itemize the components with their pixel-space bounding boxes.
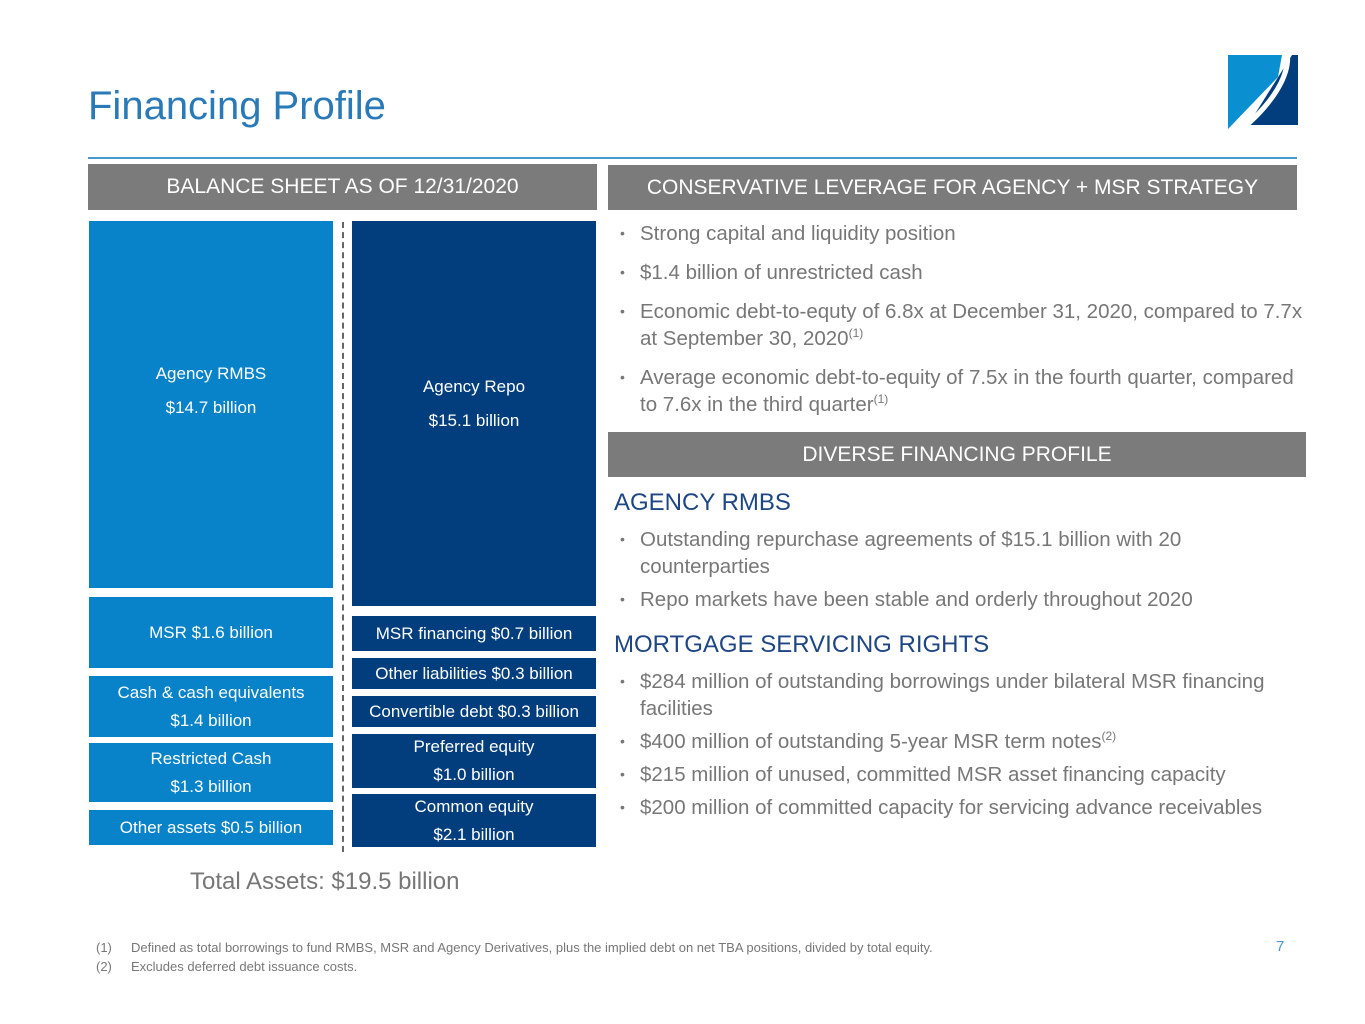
asset-other	[89, 810, 333, 845]
asset-msr	[89, 597, 333, 668]
agency-bullet: • Outstanding repurchase agreements of $15.1 billion with 20 counterparties	[608, 526, 1298, 580]
title-rule	[88, 157, 1297, 159]
liability-label: Agency Repo	[422, 376, 526, 396]
footnote-2: (2) Excludes deferred debt issuance costs.	[96, 959, 358, 974]
footnote-1: (1) Defined as total borrowings to fund RMBS, MSR and Agency Derivatives, plus the implied debt on net TBA positions, divided by total equity.	[96, 940, 933, 955]
liability-label: Other liabilities $0.3 billion	[375, 663, 573, 683]
company-logo-icon	[1228, 55, 1298, 129]
footnote-ref: (1)	[873, 392, 889, 407]
asset-value: $1.3 billion	[170, 776, 252, 796]
equity-preferred	[352, 734, 596, 788]
footnote-ref: (1)	[848, 326, 864, 341]
asset-cash	[89, 676, 333, 737]
footnote-ref: (2)	[1101, 729, 1117, 744]
msr-bullet: • $215 million of unused, committed MSR asset financing capacity	[608, 761, 1308, 788]
liability-value: $2.1 billion	[433, 824, 515, 844]
msr-bullet: • $284 million of outstanding borrowings under bilateral MSR financing facilities	[608, 668, 1308, 722]
asset-value: $14.7 billion	[165, 397, 257, 417]
liability-value: $1.0 billion	[433, 765, 515, 784]
liability-label: MSR financing $0.7 billion	[375, 623, 573, 643]
balance-sheet-header: BALANCE SHEET AS OF 12/31/2020	[88, 164, 597, 210]
liability-label: Common equity	[414, 796, 534, 816]
equity-common	[352, 794, 596, 847]
asset-agency-rmbs	[89, 221, 333, 588]
leverage-header: CONSERVATIVE LEVERAGE FOR AGENCY + MSR STRATEGY	[608, 165, 1297, 210]
total-assets: Total Assets: $19.5 billion	[190, 868, 460, 895]
agency-bullets	[608, 526, 1298, 613]
agency-rmbs-subheading: AGENCY RMBS	[614, 489, 791, 516]
page-title: Financing Profile	[88, 84, 386, 128]
liability-label: Preferred equity	[413, 737, 535, 756]
asset-restricted-cash	[89, 743, 333, 802]
leverage-bullets	[608, 220, 1308, 418]
msr-subheading: MORTGAGE SERVICING RIGHTS	[614, 631, 990, 658]
leverage-bullet: • Average economic debt-to-equity of 7.5x in the fourth quarter, compared to 7.6x in the third quarter$^{(1)}$	[608, 364, 1308, 418]
liability-convertible-debt	[352, 696, 596, 727]
msr-bullet: • $200 million of committed capacity for servicing advance receivables	[608, 794, 1308, 821]
asset-label: MSR $1.6 billion	[149, 622, 273, 642]
liability-other	[352, 658, 596, 689]
leverage-bullet: • $1.4 billion of unrestricted cash	[608, 259, 1308, 286]
msr-bullets	[608, 668, 1308, 821]
balance-divider	[342, 222, 344, 852]
asset-label: Agency RMBS	[155, 363, 267, 383]
asset-label: Other assets $0.5 billion	[119, 817, 303, 837]
leverage-bullet: • Strong capital and liquidity position	[608, 220, 1308, 247]
liability-msr-financing	[352, 616, 596, 651]
liability-label: Convertible debt $0.3 billion	[369, 701, 579, 721]
financing-header: DIVERSE FINANCING PROFILE	[608, 432, 1306, 477]
asset-label: Cash & cash equivalents	[117, 682, 305, 702]
liability-value: $15.1 billion	[428, 410, 520, 430]
leverage-bullet: • Economic debt-to-equty of 6.8x at December 31, 2020, compared to 7.7x at September 30, 2020$^{(1)}$	[608, 298, 1308, 352]
msr-bullet: • $400 million of outstanding 5-year MSR term notes$^{(2)}$	[608, 728, 1308, 755]
page-number: 7	[1276, 938, 1285, 955]
liability-agency-repo	[352, 221, 596, 606]
asset-label: Restricted Cash	[150, 748, 272, 768]
agency-bullet: • Repo markets have been stable and orderly throughout 2020	[608, 586, 1298, 613]
asset-value: $1.4 billion	[170, 710, 252, 730]
